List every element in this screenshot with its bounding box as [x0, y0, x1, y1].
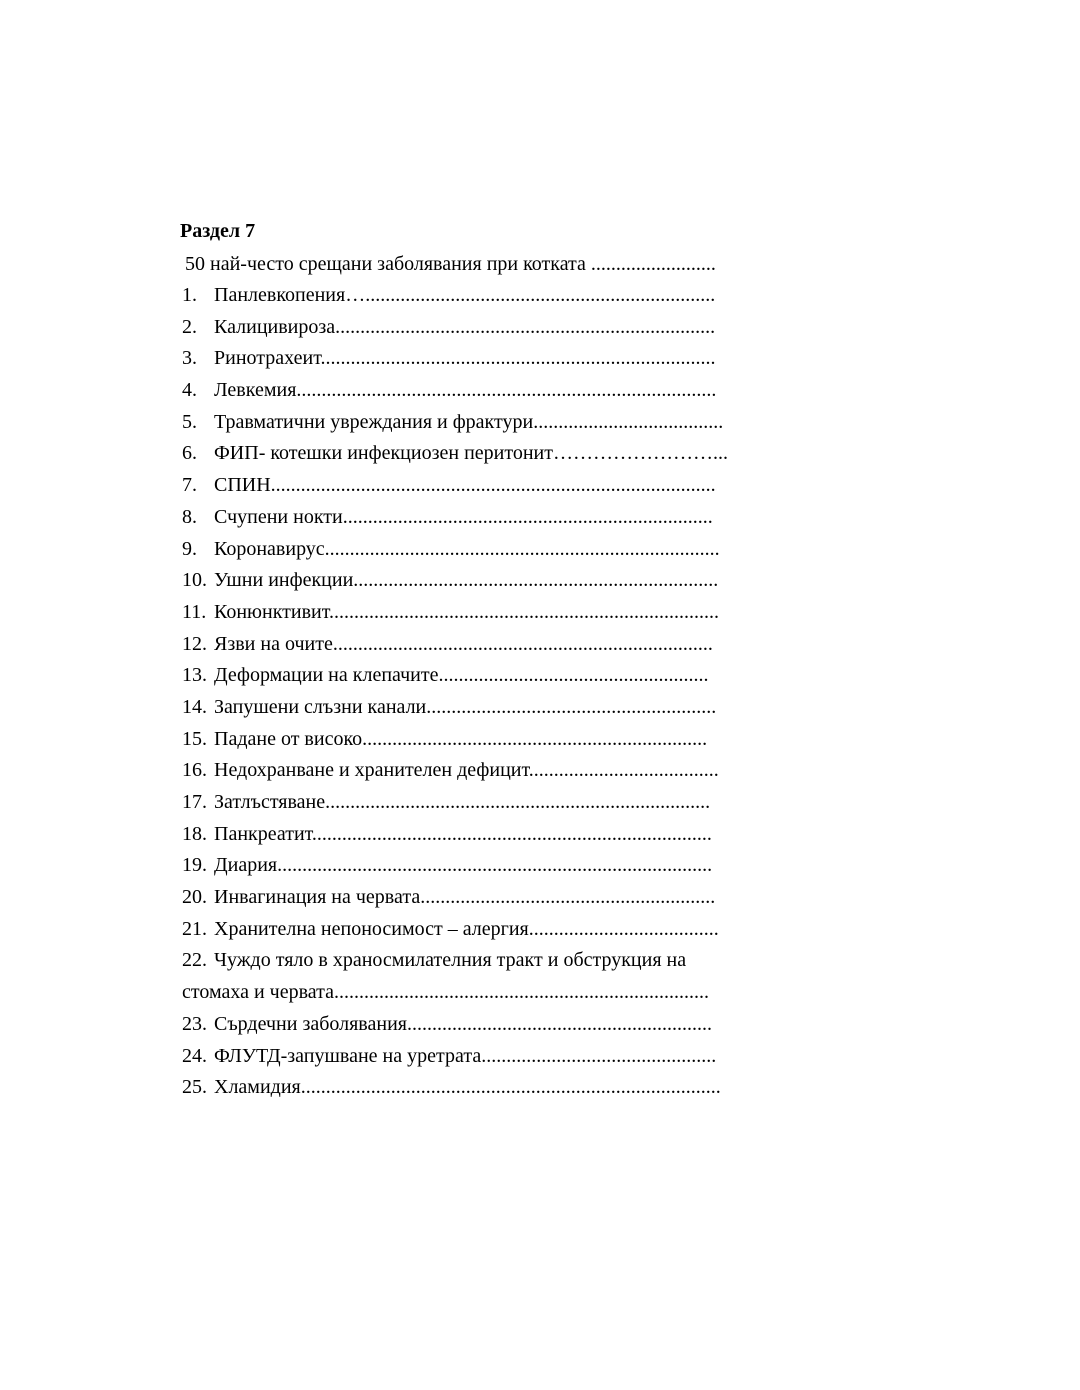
toc-text: Сърдечни заболявания.............................................................: [214, 1012, 712, 1035]
toc-number: 25.: [182, 1076, 207, 1099]
toc-number: 24.: [182, 1044, 207, 1067]
toc-text: Хламидия....................................................................................: [214, 1076, 721, 1099]
toc-item: [182, 537, 762, 569]
toc-item: [182, 695, 762, 727]
section-subtitle: 50 най-често срещани заболявания при котката .........................: [185, 253, 716, 275]
toc-number: 3.: [182, 347, 197, 370]
toc-item: [182, 441, 762, 473]
toc-item: [182, 346, 762, 378]
toc-number: 13.: [182, 664, 207, 687]
toc-text: Затлъстяване.............................................................................: [214, 791, 711, 813]
toc-text: СПИН.........................................................................................: [214, 474, 716, 497]
toc-text: Ринотрахеит...............................................................................: [214, 347, 716, 370]
toc-item: [182, 410, 762, 442]
toc-number: 20.: [182, 886, 207, 909]
toc-item: [182, 1044, 762, 1076]
toc-number: 18.: [182, 822, 207, 845]
toc-number: 6.: [182, 442, 197, 465]
toc-text: Инвагинация на червата...........................................................: [214, 886, 716, 909]
toc-item: [182, 283, 762, 315]
toc-text: Диария.......................................................................................: [214, 854, 713, 877]
toc-item: [182, 948, 762, 980]
toc-text: Счупени нокти..........................................................................: [214, 505, 713, 528]
toc-text: Падане от високо.....................................................................: [214, 727, 708, 750]
toc-text: Чуждо тяло в храносмилателния тракт и обструкция на: [214, 949, 687, 972]
toc-text: Запушени слъзни канали..........................................................: [214, 695, 717, 718]
toc-item: [182, 632, 762, 664]
toc-item: [182, 315, 762, 347]
toc-text: Недохранване и хранителен дефицит......................................: [214, 759, 719, 782]
toc-number: 17.: [182, 791, 207, 813]
toc-text: Травматични увреждания и фрактури......................................: [214, 410, 724, 433]
toc-number: 7.: [182, 474, 197, 497]
toc-number: 15.: [182, 727, 207, 750]
toc-text: Панлевкопения…......................................................................: [214, 284, 716, 306]
toc-text: Панкреатит................................................................................: [214, 822, 712, 845]
toc-item: [182, 822, 762, 854]
toc-item: [182, 1012, 762, 1044]
toc-number: 12.: [182, 632, 207, 655]
toc-text: Деформации на клепачите......................................................: [214, 664, 709, 687]
toc-number: 2.: [182, 315, 197, 338]
toc-number: 23.: [182, 1012, 207, 1035]
toc-number: 5.: [182, 410, 197, 433]
toc-item: [182, 853, 762, 885]
toc-number: 4.: [182, 379, 197, 402]
toc-text: Хранителна непоносимост – алергия......................................: [214, 917, 719, 940]
toc-item: [182, 568, 762, 600]
toc-text: Левкемия....................................................................................: [214, 379, 717, 402]
toc-number: 14.: [182, 695, 207, 718]
toc-list: [182, 283, 762, 1107]
toc-item-continuation: [182, 980, 762, 1012]
toc-item: [182, 917, 762, 949]
toc-number: 9.: [182, 537, 197, 560]
toc-item: [182, 758, 762, 790]
toc-number: 16.: [182, 759, 207, 782]
toc-number: 11.: [182, 600, 207, 623]
toc-item: [182, 663, 762, 695]
toc-number: 19.: [182, 854, 207, 877]
toc-text: Коронавирус...............................................................................: [214, 537, 720, 560]
toc-text: Ушни инфекции.........................................................................: [214, 569, 719, 592]
toc-item: [182, 727, 762, 759]
toc-item: [182, 1075, 762, 1107]
toc-item: [182, 790, 762, 822]
toc-text: Калицивироза............................................................................: [214, 315, 716, 338]
toc-item: [182, 600, 762, 632]
toc-text: стомаха и червата...........................................................................: [182, 981, 710, 1004]
toc-item: [182, 473, 762, 505]
toc-number: 21.: [182, 917, 207, 940]
toc-number: 22.: [182, 949, 207, 972]
toc-item: [182, 885, 762, 917]
toc-text: ФЛУТД-запушване на уретрата...............................................: [214, 1044, 717, 1067]
toc-item: [182, 505, 762, 537]
toc-number: 8.: [182, 505, 197, 528]
toc-text: Конюнктивит..............................................................................: [214, 600, 719, 623]
toc-number: 10.: [182, 569, 207, 592]
toc-text: ФИП- котешки инфекциозен перитонит……………………...: [214, 442, 728, 465]
toc-number: 1.: [182, 284, 197, 306]
toc-text: Язви на очите............................................................................: [214, 632, 713, 655]
toc-item: [182, 378, 762, 410]
section-title: Раздел 7: [180, 220, 256, 242]
